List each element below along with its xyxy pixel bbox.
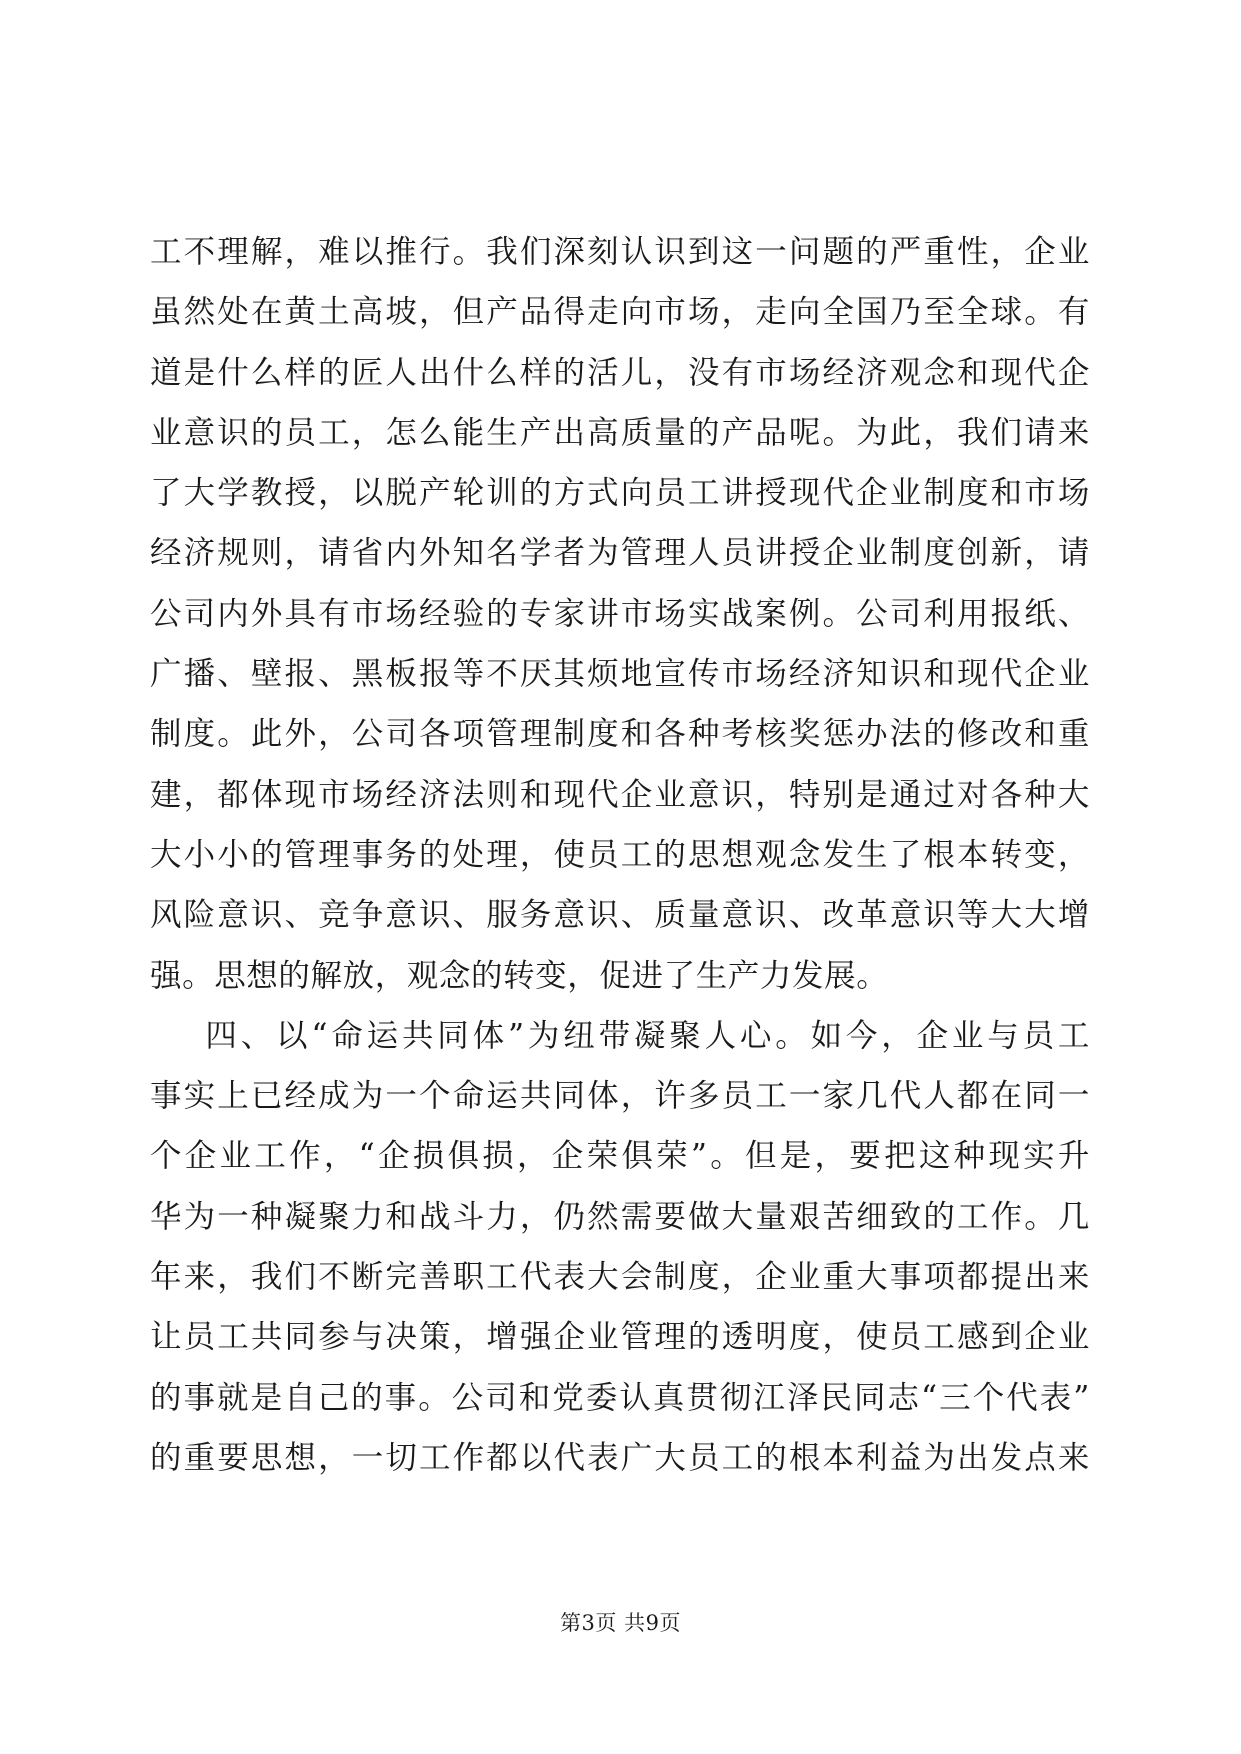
text-line: 道是什么样的匠人出什么样的活儿，没有市场经济观念和现代企 [150, 354, 1090, 391]
text-line: 了大学教授，以脱产轮训的方式向员工讲授现代企业制度和市场 [150, 475, 1090, 512]
text-line: 经济规则，请省内外知名学者为管理人员讲授企业制度创新，请 [150, 535, 1090, 572]
text-line: 工不理解，难以推行。我们深刻认识到这一问题的严重性，企业 [150, 234, 1090, 270]
body-text [150, 222, 1090, 1488]
text-line: 建，都体现市场经济法则和现代企业意识，特别是通过对各种大 [150, 776, 1090, 813]
page-footer: 第3页 共9页 [560, 1611, 681, 1635]
text-line: 大小小的管理事务的处理，使员工的思想观念发生了根本转变， [150, 836, 1090, 873]
text-line: 年来，我们不断完善职工代表大会制度，企业重大事项都提出来 [150, 1259, 1090, 1296]
text-line: 的事就是自己的事。公司和党委认真贯彻江泽民同志“三个代表” [150, 1379, 1090, 1416]
text-line: 的重要思想，一切工作都以代表广大员工的根本利益为出发点来 [150, 1439, 1090, 1476]
text-line: 制度。此外，公司各项管理制度和各种考核奖惩办法的修改和重 [150, 716, 1090, 753]
text-line: 虽然处在黄土高坡，但产品得走向市场，走向全国乃至全球。有 [150, 294, 1090, 331]
text-line: 事实上已经成为一个命运共同体，许多员工一家几代人都在同一 [150, 1078, 1090, 1115]
text-line: 个企业工作，“企损俱损，企荣俱荣”。但是，要把这种现实升 [150, 1138, 1090, 1175]
text-line: 华为一种凝聚力和战斗力，仍然需要做大量艰苦细致的工作。几 [150, 1198, 1090, 1235]
text-line: 业意识的员工，怎么能生产出高质量的产品呢。为此，我们请来 [150, 414, 1090, 451]
text-line: 四、以“命运共同体”为纽带凝聚人心。如今，企业与员工 [150, 1017, 1090, 1054]
text-line: 风险意识、竞争意识、服务意识、质量意识、改革意识等大大增 [150, 897, 1090, 934]
text-line: 强。思想的解放，观念的转变，促进了生产力发展。 [150, 957, 889, 994]
text-line: 广播、壁报、黑板报等不厌其烦地宣传市场经济知识和现代企业 [150, 656, 1090, 693]
text-line: 公司内外具有市场经验的专家讲市场实战案例。公司利用报纸、 [150, 595, 1090, 632]
text-line: 让员工共同参与决策，增强企业管理的透明度，使员工感到企业 [150, 1319, 1090, 1356]
